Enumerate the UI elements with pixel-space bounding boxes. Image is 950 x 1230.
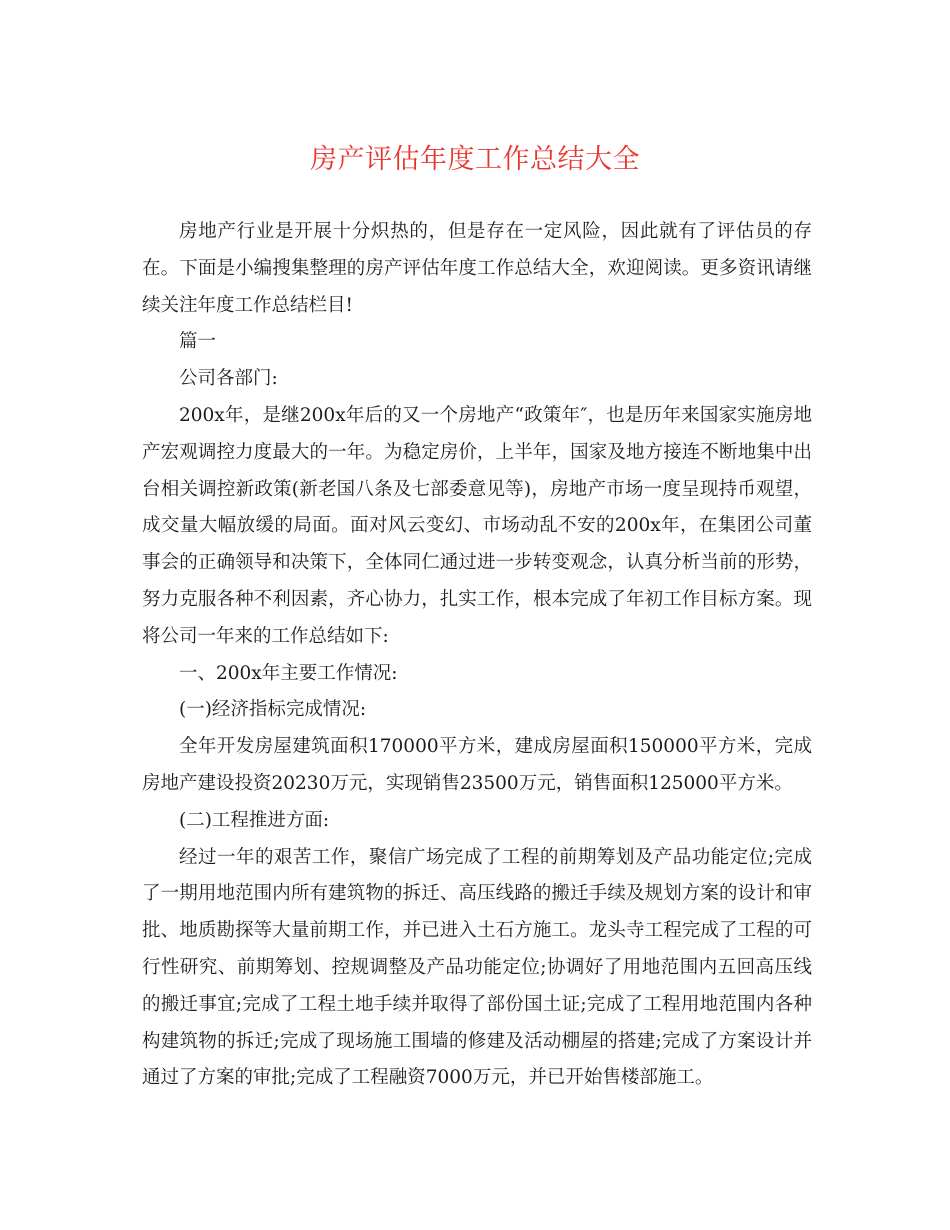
document-body (142, 214, 812, 1097)
project-paragraph: 经过一年的艰苦工作，聚信广场完成了工程的前期筹划及产品功能定位;完成了一期用地范围内所有建筑物的拆迁、高压线路的搬迁手续及规划方案的设计和审批、地质勘探等大量前期工作，并已进入土石方施工。龙头寺工程完成了工程的可行性研究、前期筹划、控规调整及产品功能定位;协调好了用地范围内五回高压线的搬迁事宜;完成了工程土地手续并取得了部份国土证;完成了工程用地范围内各种构建筑物的拆迁;完成了现场施工围墙的修建及活动棚屋的搭建;完成了方案设计并通过了方案的审批;完成了工程融资7000万元，并已开始售楼部施工。 (142, 846, 812, 1089)
salutation: 公司各部门: (179, 368, 278, 390)
document-title: 房产评估年度工作总结大全 (310, 144, 640, 175)
economic-paragraph: 全年开发房屋建筑面积170000平方米，建成房屋面积150000平方米，完成房地产建设投资20230万元，实现销售23500万元，销售面积125000平方米。 (142, 736, 812, 794)
subsection-heading-project: (二)工程推进方面: (179, 809, 330, 831)
subsection-heading-economic: (一)经济指标完成情况: (179, 699, 367, 721)
section-heading-part-one: 篇一 (179, 331, 217, 353)
intro-paragraph: 房地产行业是开展十分炽热的，但是存在一定风险，因此就有了评估员的存在。下面是小编搜集整理的房产评估年度工作总结大全，欢迎阅读。更多资讯请继续关注年度工作总结栏目! (142, 221, 812, 316)
overview-paragraph: 200x年，是继200x年后的又一个房地产“政策年″，也是历年来国家实施房地产宏观调控力度最大的一年。为稳定房价，上半年，国家及地方接连不断地集中出台相关调控新政策(新老国八条及七部委意见等)，房地产市场一度呈现持币观望，成交量大幅放缓的局面。面对风云变幻、市场动乱不安的200x年，在集团公司董事会的正确领导和决策下，全体同仁通过进一步转变观念，认真分析当前的形势，努力克服各种不利因素，齐心协力，扎实工作，根本完成了年初工作目标方案。现将公司一年来的工作总结如下: (142, 404, 812, 647)
section-heading-main-work: 一、200x年主要工作情况: (179, 662, 398, 684)
